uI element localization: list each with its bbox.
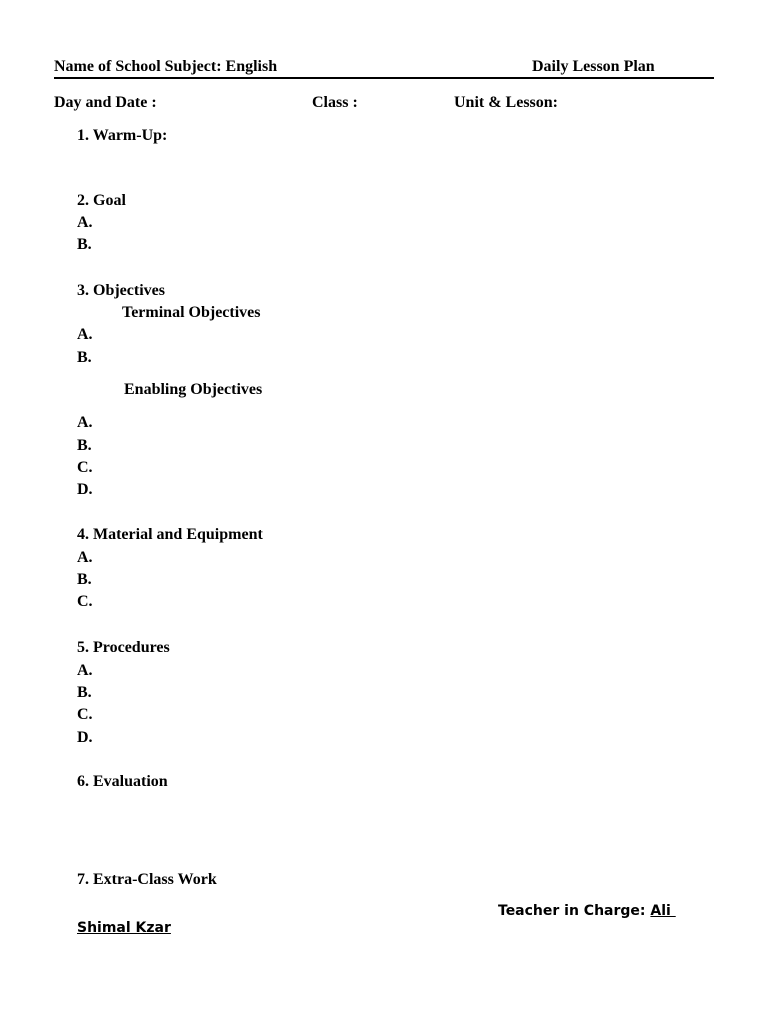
enabling-item-d: D.: [77, 481, 93, 498]
teacher-name-second: Shimal Kzar: [77, 920, 171, 936]
material-heading: 4. Material and Equipment: [77, 526, 263, 543]
header-divider: [54, 77, 714, 79]
procedures-heading: 5. Procedures: [77, 639, 170, 656]
goal-item-a: A.: [77, 214, 93, 231]
goal-heading: 2. Goal: [77, 192, 126, 209]
material-item-c: C.: [77, 593, 93, 610]
enabling-objectives-heading: Enabling Objectives: [124, 381, 263, 398]
material-item-b: B.: [77, 571, 92, 588]
unit-lesson-label: Unit & Lesson:: [454, 94, 559, 111]
material-item-a: A.: [77, 549, 93, 566]
goal-item-b: B.: [77, 236, 92, 253]
enabling-item-a: A.: [77, 414, 93, 431]
teacher-label: Teacher in Charge:: [498, 903, 646, 919]
extra-class-heading: 7. Extra-Class Work: [77, 871, 217, 888]
teacher-name-first: Ali: [650, 903, 676, 919]
plan-title: Daily Lesson Plan: [532, 58, 655, 75]
terminal-objectives-heading: Terminal Objectives: [122, 304, 261, 321]
procedures-item-c: C.: [77, 706, 93, 723]
class-label: Class :: [312, 94, 358, 111]
procedures-item-b: B.: [77, 684, 92, 701]
evaluation-heading: 6. Evaluation: [77, 773, 168, 790]
procedures-item-d: D.: [77, 729, 93, 746]
day-date-label: Day and Date :: [54, 94, 157, 111]
warmup-heading: 1. Warm-Up:: [77, 127, 168, 144]
enabling-item-c: C.: [77, 459, 93, 476]
enabling-item-b: B.: [77, 437, 92, 454]
terminal-item-a: A.: [77, 326, 93, 343]
procedures-item-a: A.: [77, 662, 93, 679]
terminal-item-b: B.: [77, 349, 92, 366]
teacher-in-charge: [498, 901, 676, 921]
objectives-heading: 3. Objectives: [77, 282, 165, 299]
school-subject-heading: Name of School Subject: English: [54, 58, 278, 75]
